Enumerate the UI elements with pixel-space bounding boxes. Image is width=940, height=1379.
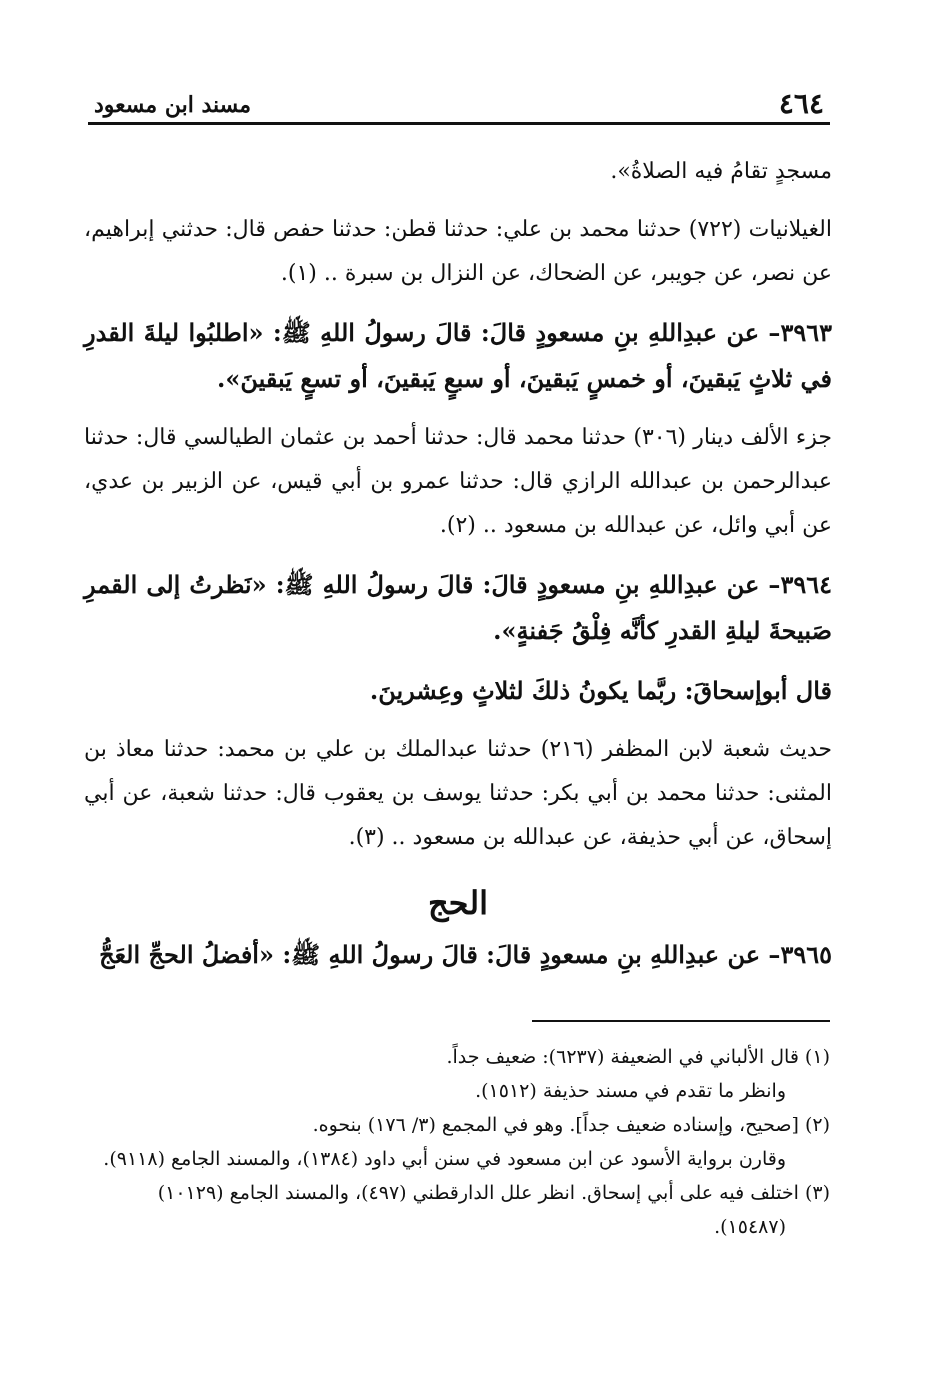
running-title: مسند ابن مسعود xyxy=(94,92,252,118)
paragraph-continuation: مسجدٍ تقامُ فيه الصلاةُ». xyxy=(610,159,832,184)
footnote-line: (٢) [صحيح، وإسناده ضعيف جداً]. وهو في المجمع (٣/ ١٧٦) بنحوه. xyxy=(312,1114,830,1136)
main-text xyxy=(84,150,832,978)
section-title: الحج xyxy=(428,884,488,922)
footnote-line: (٣) اختلف فيه على أبي إسحاق. انظر علل الدارقطني (٤٩٧)، والمسند الجامع (١٠١٢٩) xyxy=(157,1182,830,1204)
hadith-3965: ٣٩٦٥– عن عبدِاللهِ بنِ مسعودٍ قالَ: قالَ رسولُ اللهِ ﷺ: «أفضلُ الحجِّ العَجُّ xyxy=(99,940,832,969)
paragraph-isnad: حديث شعبة لابن المظفر (٢١٦) حدثنا عبدالملك بن علي بن محمد: حدثنا معاذ بن المثنى: حدثنا محمد بن أبي بكر: حدثنا يوسف بن يعقوب قال: حدثنا شعبة، عن أبي إسحاق، عن أبي حذيفة، عن عبدالله بن مسعود .. (٣). xyxy=(84,737,832,850)
paragraph-isnad: جزء الألف دينار (٣٠٦) حدثنا محمد قال: حدثنا أحمد بن عثمان الطيالسي قال: حدثنا عبدالرحمن بن عبدالله الرازي قال: حدثنا عمرو بن أبي قيس، عن الزبير بن عدي، عن أبي وائل، عن عبدالله بن مسعود .. (٢). xyxy=(84,425,832,538)
footnote-line: وقارن برواية الأسود عن ابن مسعود في سنن أبي داود (١٣٨٤)، والمسند الجامع (٩١١٨). xyxy=(103,1148,786,1170)
page-header xyxy=(88,88,830,125)
footnote-line: (١) قال الألباني في الضعيفة (٦٢٣٧): ضعيف جداً. xyxy=(446,1046,830,1068)
hadith-comment: قال أبوإسحاقَ: ربَّما يكونُ ذلكَ لثلاثٍ وعِشرينَ. xyxy=(369,676,832,705)
paragraph-isnad: الغيلانيات (٧٢٢) حدثنا محمد بن علي: حدثنا قطن: حدثنا حفص قال: حدثني إبراهيم، عن نصر، عن جويبر، عن الضحاك، عن النزال بن سبرة .. (١). xyxy=(84,217,832,286)
hadith-3964: ٣٩٦٤– عن عبدِاللهِ بنِ مسعودٍ قالَ: قالَ رسولُ اللهِ ﷺ: «نَظرتُ إلى القمرِ صَبيحةَ ليلةِ القدرِ كأنَّه فِلْقُ جَفنةٍ». xyxy=(84,570,832,645)
footnote-line: وانظر ما تقدم في مسند حذيفة (١٥١٢). xyxy=(475,1080,786,1102)
page-number: ٤٦٤ xyxy=(778,87,824,120)
footnote-divider xyxy=(532,1020,830,1022)
footnotes xyxy=(90,1040,830,1244)
hadith-3963: ٣٩٦٣– عن عبدِاللهِ بنِ مسعودٍ قالَ: قالَ رسولُ اللهِ ﷺ: «اطلبُوا ليلةَ القدرِ في ثلاثٍ يَبقينَ، أو خمسٍ يَبقينَ، أو سبعٍ يَبقينَ، أو تسعٍ يَبقينَ». xyxy=(84,318,832,393)
footnote-line: (١٥٤٨٧). xyxy=(714,1216,786,1238)
